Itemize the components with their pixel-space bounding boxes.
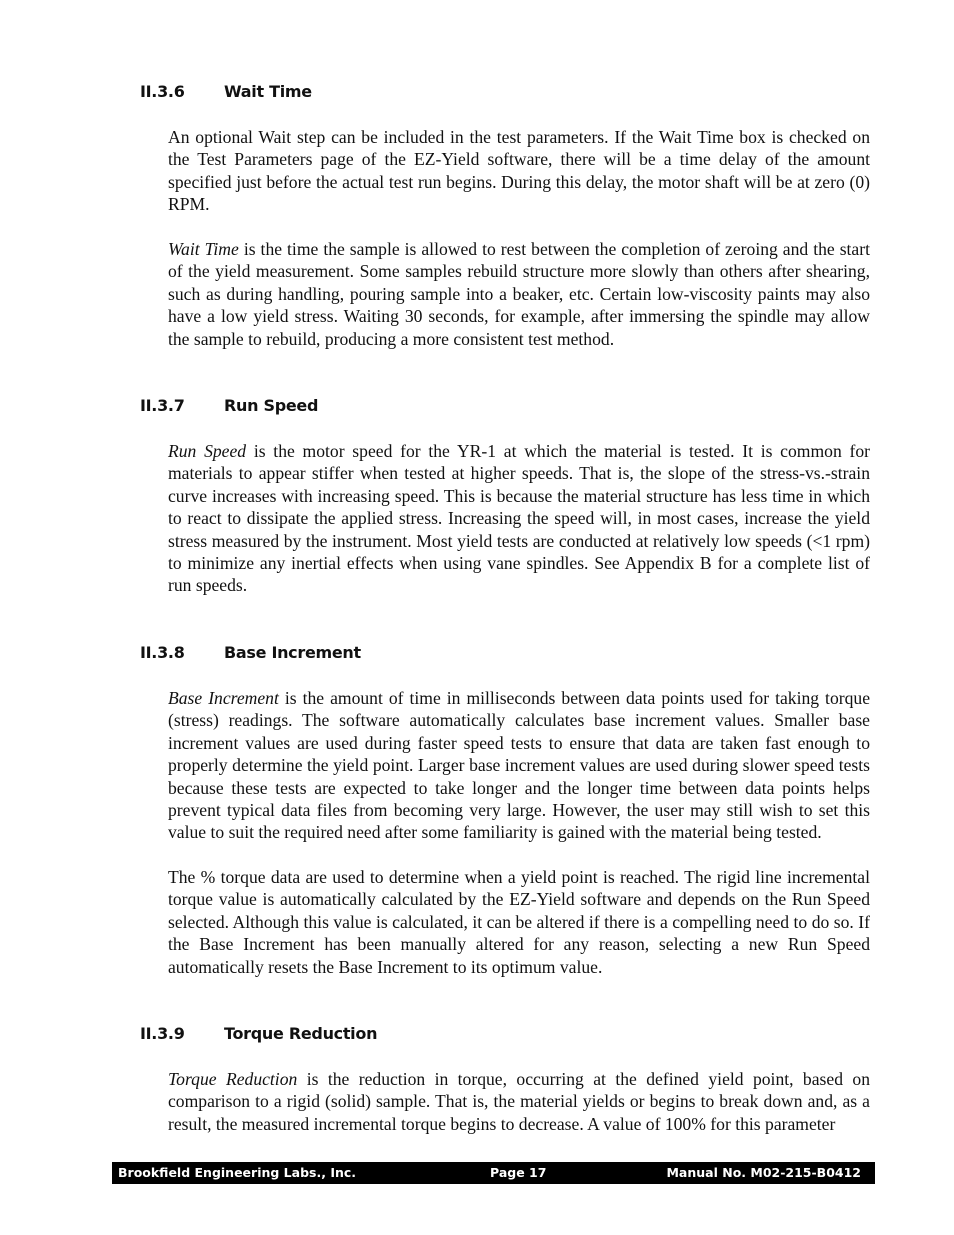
section-title: Wait Time (224, 82, 312, 101)
section-title: Base Increment (224, 643, 361, 662)
paragraph (168, 1068, 870, 1135)
footer-manual-number: Manual No. M02-215-B0412 (666, 1165, 861, 1180)
footer-page-number: Page 17 (490, 1165, 547, 1180)
term-emphasis: Base Increment (168, 688, 279, 708)
paragraph-text: is the time the sample is allowed to rest between the completion of zeroing and the start of the yield measurement. Some samples rebuild structure more slowly than others after shearing, such as during handling, pouring sample into a beaker, etc. Certain low-viscosity paints may also have a low yield stress. Waiting 30 seconds, for example, after immersing the spindle may allow the sample to rebuild, producing a more consistent test method. (168, 239, 870, 349)
footer-company: Brookfield Engineering Labs., Inc. (118, 1165, 357, 1180)
section-heading (140, 82, 312, 101)
paragraph-text: is the reduction in torque, occurring at the defined yield point, based on comparison to a rigid (solid) sample. That is, the material yields or begins to break down and, as a result, the measured incremental torque begins to decrease. A value of 100% for this parameter (168, 1069, 870, 1134)
term-emphasis: Wait Time (168, 239, 239, 259)
paragraph (168, 126, 870, 216)
paragraph (168, 440, 870, 597)
paragraph (168, 866, 870, 978)
section-title: Run Speed (224, 396, 319, 415)
term-emphasis: Torque Reduction (168, 1069, 298, 1089)
section-number: II.3.9 (140, 1024, 185, 1043)
page-footer (112, 1162, 875, 1184)
section-number: II.3.8 (140, 643, 185, 662)
section-heading (140, 396, 318, 415)
section-heading (140, 643, 361, 662)
paragraph-text: is the amount of time in milliseconds between data points used for taking torque (stress) readings. The software automatically calculates base increment values. Smaller base increment values are used during faster speed tests to ensure that data are taken fast enough to properly determine the yield point. Larger base increment values are used during slower speed tests because these tests are expected to take longer and the longer time between data points helps prevent typical data files from becoming very large. However, the user may still wish to set this value to suit the required need after some familiarity is gained with the material being tested. (168, 688, 871, 843)
section-heading (140, 1024, 377, 1043)
paragraph (168, 687, 870, 844)
paragraph-text: An optional Wait step can be included in the test parameters. If the Wait Time box is checked on the Test Parameters page of the EZ-Yield software, there will be a time delay of the amount specified just before the actual test run begins. During this delay, the motor shaft will be at zero (0) RPM. (168, 127, 870, 215)
section-number: II.3.7 (140, 396, 185, 415)
section-title: Torque Reduction (224, 1024, 378, 1043)
paragraph-text: The % torque data are used to determine when a yield point is reached. The rigid line incremental torque value is automatically calculated by the EZ-Yield software and depends on the Run Speed selected. Although this value is calculated, it can be altered if there is a compelling need to do so. If the Base Increment has been manually altered for any reason, selecting a new Run Speed automatically resets the Base Increment to its optimum value. (168, 867, 870, 977)
section-number: II.3.6 (140, 82, 185, 101)
term-emphasis: Run Speed (168, 441, 247, 461)
paragraph-text: is the motor speed for the YR-1 at which the material is tested. It is common for materials to appear stiffer when tested at higher speeds. That is, the slope of the stress-vs.-strain curve increases with increasing speed. This is because the material structure has less time in which to react to dissipate the applied stress. Increasing the speed will, in most cases, increase the yield stress measured by the instrument. Most yield tests are conducted at relatively low speeds (<1 rpm) to minimize any inertial effects when using vane spindles. See Appendix B for a complete list of run speeds. (168, 441, 870, 596)
paragraph (168, 238, 870, 350)
